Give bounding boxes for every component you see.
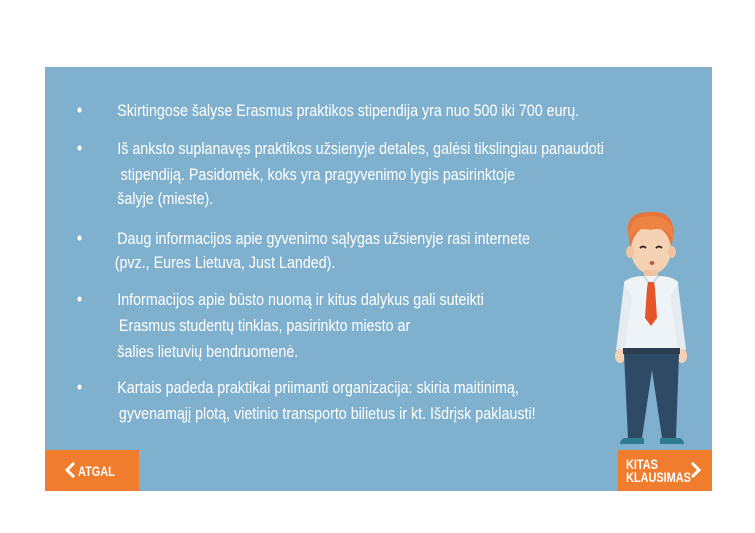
list-item-text: Skirtingose šalyse Erasmus praktikos stipendija yra nuo 500 iki 700 eurų. <box>117 101 580 120</box>
list-item-text: šalies lietuvių bendruomenė. <box>117 342 299 361</box>
back-button[interactable] <box>45 450 139 491</box>
next-button-label <box>626 458 691 484</box>
bullet-dot: • <box>76 289 83 309</box>
bullet-dot: • <box>76 138 83 158</box>
chevron-left-icon <box>65 462 76 478</box>
next-question-button[interactable] <box>618 450 712 491</box>
list-item-text: Kartais padeda praktikai priimanti organizacija: skiria maitinimą, <box>117 378 519 397</box>
bullet-dot: • <box>76 228 83 248</box>
list-item-text: Iš anksto suplanavęs praktikos užsienyje detales, galėsi tikslingiau panaudoti <box>117 139 604 158</box>
bullet-dot: • <box>76 377 83 397</box>
list-item-text: Informacijos apie būsto nuomą ir kitus dalykus gali suteikti <box>117 290 484 309</box>
list-item-text: gyvenamąjį plotą, vietinio transporto bilietus ir kt. Išdrįsk paklausti! <box>118 404 536 423</box>
chevron-right-icon <box>690 462 701 478</box>
back-button-label: ATGAL <box>78 463 115 479</box>
next-button-label-line1: KITAS <box>626 456 658 472</box>
next-button-label-line2: KLAUSIMAS <box>626 469 691 485</box>
list-item-text: Erasmus studentų tinklas, pasirinkto miesto ar <box>118 316 411 335</box>
bullet-dot: • <box>76 100 83 120</box>
businessman-illustration <box>610 210 705 450</box>
list-item-text: stipendiją. Pasidomėk, koks yra pragyvenimo lygis pasirinktoje <box>120 165 516 184</box>
list-item-text: šalyje (mieste). <box>117 189 214 208</box>
list-item-text: Daug informacijos apie gyvenimo sąlygas užsienyje rasi internete <box>117 229 530 248</box>
list-item-text: (pvz., Eures Lietuva, Just Landed). <box>114 253 336 272</box>
